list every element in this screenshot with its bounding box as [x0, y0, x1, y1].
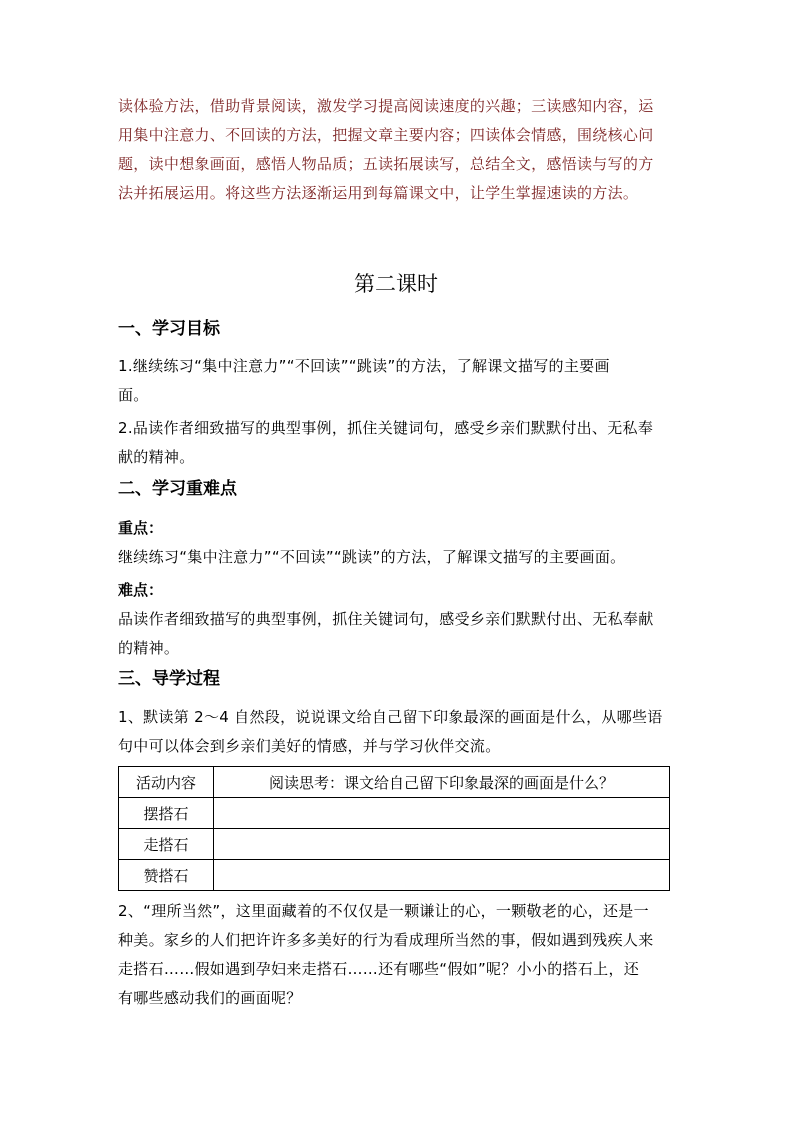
goal-2-line: 献的精神。	[118, 448, 195, 466]
key-point-label: 重点：	[118, 519, 164, 537]
intro-line: 读体验方法，借助背景阅读，激发学习提高阅读速度的兴趣；三读感知内容，运	[118, 97, 654, 115]
task-2-line: 走搭石……假如遇到孕妇来走搭石……还有哪些“假如”呢？小小的搭石上，还	[118, 960, 640, 978]
difficulty-text	[118, 605, 674, 663]
difficulty-line: 品读作者细致描写的典型事例，抓住关键词句，感受乡亲们默默付出、无私奉献	[118, 610, 654, 628]
table-header-row	[119, 767, 670, 798]
table-row-label: 走搭石	[119, 829, 214, 860]
lesson-title: 第二课时	[354, 272, 438, 296]
intro-line: 法并拓展运用。将这些方法逐渐运用到每篇课文中，让学生掌握速读的方法。	[118, 184, 639, 202]
task-2-line: 有哪些感动我们的画面呢？	[118, 989, 302, 1007]
table-row-label: 摆搭石	[119, 798, 214, 829]
goal-2-line: 2.品读作者细致描写的典型事例，抓住关键词句，感受乡亲们默默付出、无私奉	[118, 419, 654, 437]
activity-table	[118, 766, 670, 891]
task-1-line: 句中可以体会到乡亲们美好的情感，并与学习伙伴交流。	[118, 737, 501, 755]
task-2-line: 2、“理所当然”，这里面藏着的不仅仅是一颗谦让的心，一颗敬老的心，还是一	[118, 902, 649, 920]
task-2-line: 种美。家乡的人们把许许多多美好的行为看成理所当然的事，假如遇到残疾人来	[118, 931, 654, 949]
task-2	[118, 897, 674, 1013]
table-header-activity: 活动内容	[119, 767, 214, 798]
table-answer-cell[interactable]	[214, 829, 670, 860]
table-row	[119, 860, 670, 891]
section-heading-process: 三、导学过程	[118, 669, 220, 689]
key-point-text: 继续练习“集中注意力”“不回读”“跳读”的方法，了解课文描写的主要画面。	[118, 548, 626, 566]
goal-1-line: 1.继续练习“集中注意力”“不回读”“跳读”的方法，了解课文描写的主要画	[118, 357, 610, 375]
table-answer-cell[interactable]	[214, 860, 670, 891]
intro-line: 题，读中想象画面，感悟人物品质；五读拓展读写，总结全文，感悟读与写的方	[118, 155, 654, 173]
difficulty-line: 的精神。	[118, 639, 180, 657]
section-heading-goals: 一、学习目标	[118, 319, 220, 339]
goal-2	[118, 414, 674, 472]
table-header-question: 阅读思考：课文给自己留下印象最深的画面是什么？	[214, 767, 670, 798]
section-heading-key-points: 二、学习重难点	[118, 479, 237, 499]
table-row	[119, 798, 670, 829]
table-answer-cell[interactable]	[214, 798, 670, 829]
difficulty-label: 难点：	[118, 581, 164, 599]
task-1-line: 1、默读第 2～4 自然段，说说课文给自己留下印象最深的画面是什么，从哪些语	[118, 708, 663, 726]
goal-1	[118, 352, 674, 410]
intro-line: 用集中注意力、不回读的方法，把握文章主要内容；四读体会情感，围绕核心问	[118, 126, 654, 144]
intro-paragraph	[118, 92, 674, 208]
table-row-label: 赞搭石	[119, 860, 214, 891]
goal-1-line: 面。	[118, 386, 149, 404]
table-row	[119, 829, 670, 860]
task-1	[118, 703, 674, 761]
